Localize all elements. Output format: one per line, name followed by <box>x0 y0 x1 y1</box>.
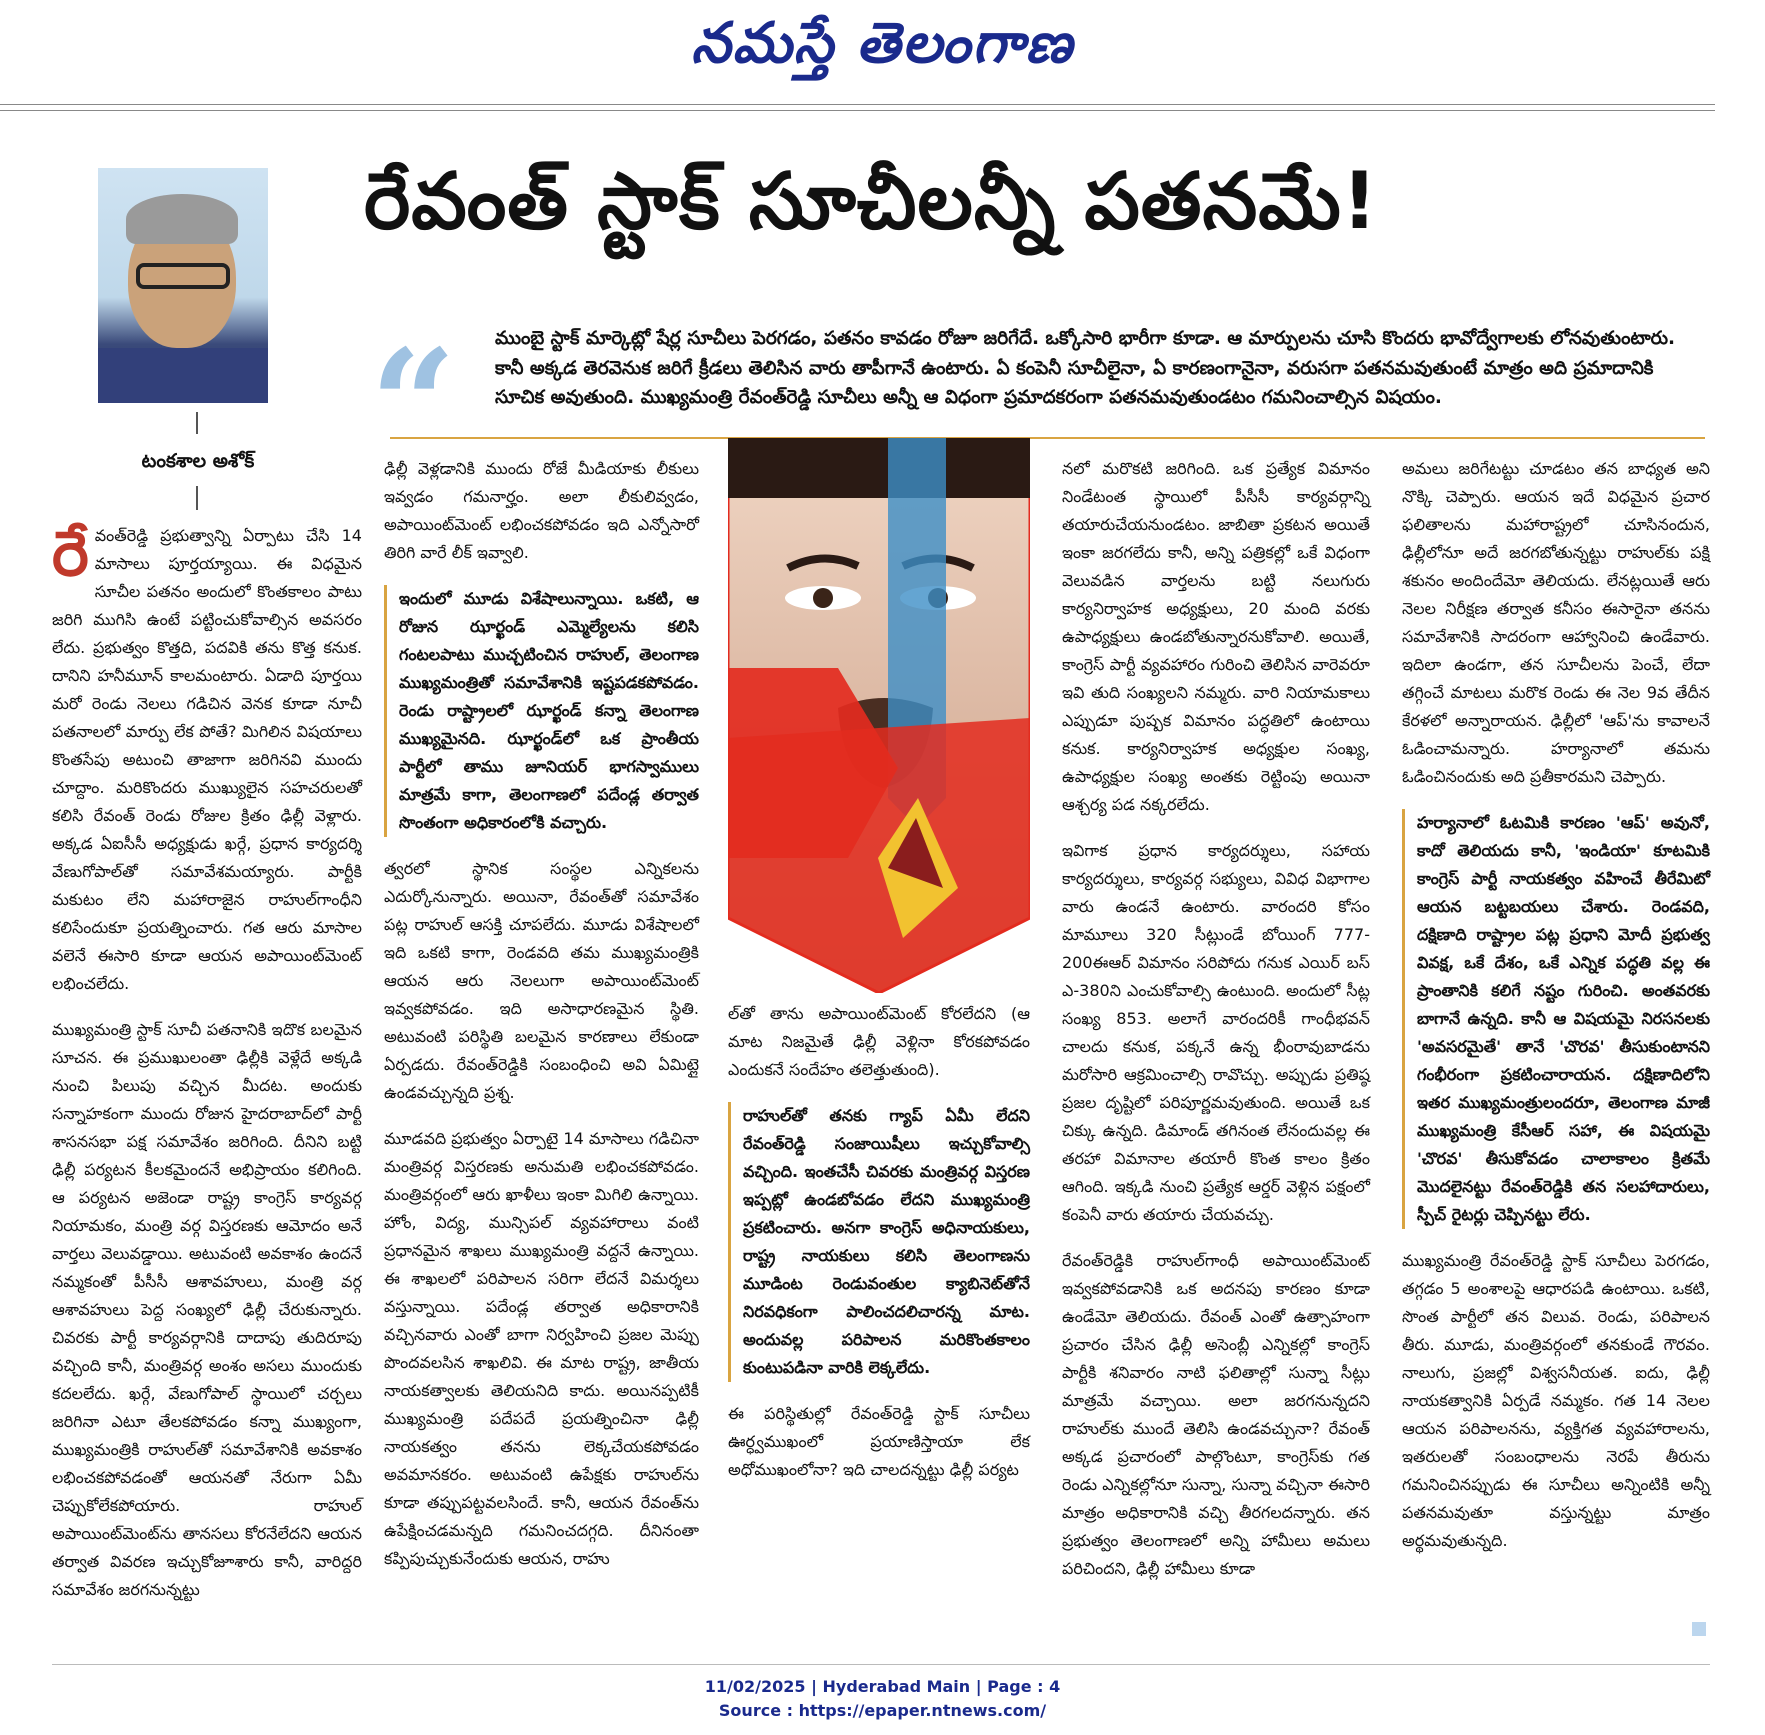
column-3 <box>728 1000 1030 1502</box>
masthead-rule-top <box>0 104 1715 105</box>
footer-edition-info: 11/02/2025 | Hyderabad Main | Page : 4 <box>704 1677 1061 1696</box>
column-4 <box>1062 455 1370 1601</box>
pull-quote: హర్యానాలో ఓటమికి కారణం 'ఆప్' అవునో, కాదో తెలియదు కానీ, 'ఇండియా' కూటమికి కాంగ్రెస్ పార్టీ నాయకత్వం వహించే తీరేమిటో ఆయన బట్టబయలు చేశారు. రెండవది, దక్షిణాది రాష్ట్రాల పట్ల ప్రధాని మోదీ ప్రభుత్వ వివక్ష, ఒకే దేశం, ఒకే ఎన్నిక పద్ధతి వల్ల ఈ ప్రాంతానికి కలిగే నష్టం గురించి. అంతవరకు బాగానే ఉన్నది. కానీ ఆ విషయమై నిరసనలకు 'అవసరమైతే' తానే 'చొరవ' తీసుకుంటానని గంభీరంగా ప్రకటించారాయన. దక్షిణాదిలోని ఇతర ముఖ్యమంత్రులందరూ, తెలంగాణ మాజీ ముఖ్యమంత్రి కేసీఆర్ సహా, ఈ విషయమై 'చొరవ' తీసుకోవడం చాలాకాలం క్రితమే మొదలైనట్టు రేవంత్‌రెడ్డికి తన సలహాదారులు, స్పీచ్ రైటర్లు చెప్పినట్టు లేరు. <box>1402 809 1710 1229</box>
paragraph: ఇవిగాక ప్రధాన కార్యదర్శులు, సహాయ కార్యదర్శులు, కార్యవర్గ సభ్యులు, వివిధ విభాగాల వారు ఉండనే ఉంటారు. వారందరి కోసం మామూలు 320 సీట్లుండే బోయింగ్ 777-200ఈఆర్ విమానం సరిపోదు గనుక ఎయిర్ బస్ ఎ-380ని ఎంచుకోవాల్సి ఉంటుంది. అందులో సీట్ల సంఖ్య 853. అలాగే వారందరికీ గాంధీభవన్ చాలదు కనుక, పక్కనే ఉన్న భీంరావుబాడను మరోసారి ఆక్రమించాల్సి రావొచ్చు. అప్పుడు ప్రతిష్ఠ ప్రజల దృష్టిలో పరిపూర్ణమవుతుంది. అయితే ఒక చిక్కు ఉన్నది. డిమాండ్ తగినంత లేనందువల్ల ఈ తరహా విమానాల తయారీ కొంత కాలం క్రితం ఆగింది. ఇక్కడి నుంచి ప్రత్యేక ఆర్డర్ వెళ్లిన పక్షంలో కంపెనీ వారు తయారు చేయవచ్చు. <box>1062 841 1370 1224</box>
column-1 <box>52 517 362 1622</box>
paragraph: రేవంత్‌రెడ్డికి రాహుల్‌గాంధీ అపాయింట్‌మెంట్ ఇవ్వకపోవడానికి ఒక అదనపు కారణం కూడా ఉండేమో తెలియదు. రేవంత్ ఎంతో ఉత్సాహంగా ప్రచారం చేసిన ఢిల్లీ అసెంబ్లీ ఎన్నికల్లో కాంగ్రెస్ పార్టీకి శనివారం నాటి ఫలితాల్లో సున్నా సీట్లు మాత్రమే వచ్చాయి. అలా జరగనున్నదని రాహుల్‌కు ముందే తెలిసి ఉండవచ్చునా? రేవంత్ అక్కడ ప్రచారంలో పాల్గొంటూ, కాంగ్రెస్‌కు గత రెండు ఎన్నికల్లోనూ సున్నా, సున్నా వచ్చినా ఈసారి మాత్రం అధికారానికి వచ్చి తీరగలదన్నారు. తన ప్రభుత్వం తెలంగాణలో అన్ని హామీలు అమలు పరిచిందని, ఢిల్లీ హామీలు కూడా <box>1062 1251 1370 1578</box>
masthead-title: నమస్తే తెలంగాణ <box>691 10 1074 76</box>
paragraph: త్వరలో స్థానిక సంస్థల ఎన్నికలను ఎదుర్కోనున్నారు. అయినా, రేవంత్‌తో సమావేశం పట్ల రాహుల్ ఆసక్తి చూపలేదు. మూడు విశేషాలలో ఇది ఒకటి కాగా, రెండవది తమ ముఖ్యమంత్రికి ఆయన ఆరు నెలలుగా అపాయింట్‌మెంట్ ఇవ్వకపోవడం. ఇది అసాధారణమైన స్థితి. అటువంటి పరిస్థితి బలమైన కారణాలు లేకుండా ఏర్పడదు. రేవంత్‌రెడ్డికి సంబంధించి అవి ఏమిట్లై ఉండవచ్చున్నది ప్రశ్న. <box>384 859 699 1102</box>
author-rule-top <box>196 412 198 434</box>
footer <box>0 1675 1765 1723</box>
column-2 <box>384 455 699 1591</box>
paragraph: ముఖ్యమంత్రి రేవంత్‌రెడ్డి స్టాక్ సూచీలు పెరగడం, తగ్గడం 5 అంశాలపై ఆధారపడి ఉంటాయి. ఒకటి, సొంత పార్టీలో తన విలువ. రెండు, పరిపాలన తీరు. మూడు, మంత్రివర్గంలో తనకుండే గౌరవం. నాలుగు, ప్రజల్లో విశ్వసనీయత. ఐదు, ఢిల్లీ నాయకత్వానికి ఏర్పడే నమ్మకం. గత 14 నెలల ఆయన పరిపాలనను, వ్యక్తిగత వ్యవహారాలను, ఇతరులతో సంబంధాలను నెరపే తీరును గమనించినప్పుడు ఈ సూచీలు అన్నింటికి అన్నీ పతనమవుతూ వస్తున్నట్టు మాత్రం అర్థమవుతున్నది. <box>1402 1251 1710 1550</box>
paragraph: ల్‌తో తాను అపాయింట్‌మెంట్ కోరలేదని (ఆ మాట నిజమైతే ఢిల్లీ వెళ్లినా కోరకపోవడం ఎందుకనే సందేహం తలెత్తుతుంది). <box>728 1004 1030 1079</box>
paragraph: ఢిల్లీ వెళ్లడానికి ముందు రోజే మీడియాకు లీకులు ఇవ్వడం గమనార్హం. అలా లీకులివ్వడం, అపాయింట్‌మెంట్ లభించకపోవడం ఇది ఎన్నోసారో తిరిగి వారే లీక్ ఇవ్వాలి. <box>384 459 699 562</box>
paragraph: ఈ పరిస్థితుల్లో రేవంత్‌రెడ్డి స్టాక్ సూచీలు ఊర్ధ్వముఖంలో ప్రయాణిస్తాయా లేక అధోముఖంలోనా? ఇది చాలదన్నట్టు ఢిల్లీ పర్యట <box>728 1404 1030 1479</box>
column-5 <box>1402 455 1710 1573</box>
end-mark-icon <box>1692 1622 1706 1636</box>
pull-quote: ఇందులో మూడు విశేషాలున్నాయి. ఒకటి, ఆ రోజున ఝార్ఖండ్ ఎమ్మెల్యేలను కలిసి గంటలపాటు ముచ్చటించిన రాహుల్, తెలంగాణ ముఖ్యమంత్రితో సమావేశానికి ఇష్టపడకపోవడం. రెండు రాష్ట్రాలలో ఝార్ఖండ్ కన్నా తెలంగాణ ముఖ్యమైనది. ఝార్ఖండ్‌లో ఒక ప్రాంతీయ పార్టీలో తాము జూనియర్ భాగస్వాములు మాత్రమే కాగా, తెలంగాణలో పదేండ్ల తర్వాత సొంతంగా అధికారంలోకి వచ్చారు. <box>384 585 699 837</box>
paragraph: అమలు జరిగేటట్టు చూడటం తన బాధ్యత అని నొక్కి చెప్పారు. ఆయన ఇదే విధమైన ప్రచార ఫలితాలను మహారాష్ట్రలో చూసినందున, ఢిల్లీలోనూ అదే జరగబోతున్నట్టు రాహుల్‌కు పక్షి శకునం అందిందేమో తెలియదు. లేనట్లయితే ఆరు నెలల నిరీక్షణ తర్వాత కనీసం ఈసారైనా తనను సమావేశానికి సాదరంగా ఆహ్వానించి ఉండేవారు. ఇదిలా ఉండగా, తన సూచీలను పెంచే, లేదా తగ్గించే మాటలు మరొక రెండు ఈ నెల 9వ తేదీన కేరళలో అన్నారాయన. ఢిల్లీలో 'ఆప్'ను కావాలనే ఓడించామన్నారు. హర్యానాలో తమను ఓడించినందుకు అది ప్రతీకారమని చెప్పారు. <box>1402 459 1710 786</box>
article-headline: రేవంత్ స్టాక్ సూచీలన్నీ పతనమే! <box>364 157 1379 247</box>
masthead-rule-bottom <box>0 110 1715 111</box>
paragraph <box>52 517 362 998</box>
footer-source-link[interactable]: Source : https://epaper.ntnews.com/ <box>718 1701 1047 1720</box>
article-intro: ముంబై స్టాక్ మార్కెట్లో షేర్ల సూచీలు పెరగడం, పతనం కావడం రోజూ జరిగేదే. ఒక్కోసారి భారీగా కూడా. ఆ మార్పులను చూసి కొందరు భావోద్వేగాలకు లోనవుతుంటారు. కానీ అక్కడ తెరవెనుక జరిగే క్రీడలు తెలిసిన వారు తాపీగానే ఉంటారు. ఏ కంపెనీ సూచీలైనా, ఏ కారణంగానైనా, వరుసగా పతనమవుతుంటే మాత్రం అది ప్రమాదానికి సూచిక అవుతుంది. ముఖ్యమంత్రి రేవంత్‌రెడ్డి సూచీలు అన్నీ ఆ విధంగా ప్రమాదకరంగా పతనమవుతుండటం గమనించాల్సిన విషయం. <box>495 328 1676 409</box>
author-rule-bottom <box>196 486 198 510</box>
footer-rule <box>52 1664 1710 1665</box>
portrait-collage-image <box>728 438 1030 993</box>
intro-divider <box>390 437 1705 439</box>
drop-cap: రే <box>52 517 89 590</box>
author-name: టంకశాల అశోక్ <box>141 450 255 472</box>
author-photo <box>98 168 268 403</box>
paragraph-text: వంత్‌రెడ్డి ప్రభుత్వాన్ని ఏర్పాటు చేసి 14 మాసాలు పూర్తయ్యాయి. ఈ విధమైన సూచీల పతనం అందులో కొంతకాలం పాటు జరిగి ముగిసి ఉంటే పట్టించుకోవాల్సిన అవసరం లేదు. ప్రభుత్వం కొత్తది, పదవికి తను కొత్త కనుక. దానిని హనీమూన్ కాలమంటారు. ఏడాది పూర్తయి మరో రెండు నెలలు గడిచిన వెనక కూడా నూచీ పతనాలలో మార్పు లేక పోతే? మిగిలిన విషయాలు కొంతసేపు అటుంచి తాజాగా జరిగినవి ముందు చూద్దాం. మరికొందరు ముఖ్యులైన సహచరులతో కలిసి రేవంత్ రెండు రోజుల క్రితం ఢిల్లీ వెళ్లారు. అక్కడ ఏఐసీసీ అధ్యక్షుడు ఖర్గే, ప్రధాన కార్యదర్శి వేణుగోపాల్‌తో సమావేశమయ్యారు. పార్టీకి మకుటం లేని మహారాజైన రాహుల్‌గాంధీని కలిసేందుకూ ప్రయత్నించారు. గత ఆరు మాసాల వలెనే ఈసారి కూడా ఆయన అపాయింట్‌మెంట్ లభించలేదు. <box>52 526 362 993</box>
pull-quote: రాహుల్‌తో తనకు గ్యాప్ ఏమీ లేదని రేవంత్‌రెడ్డి సంజాయిషీలు ఇచ్చుకోవాల్సి వచ్చింది. ఇంతచేసీ చివరకు మంత్రివర్గ విస్తరణ ఇప్పట్లో ఉండబోవడం లేదని ముఖ్యమంత్రి ప్రకటించారు. అనగా కాంగ్రెస్ అధినాయకులు, రాష్ట్ర నాయకులు కలిసి తెలంగాణను మూడింట రెండువంతుల క్యాబినెట్‌తోనే నిరవధికంగా పాలించదలిచారన్న మాట. అందువల్ల పరిపాలన మరికొంతకాలం కుంటుపడినా వారికి లెక్కలేదు. <box>728 1102 1030 1382</box>
paragraph: మూడవది ప్రభుత్వం ఏర్పాటై 14 మాసాలు గడిచినా మంత్రివర్గ విస్తరణకు అనుమతి లభించకపోవడం. మంత్రివర్గంలో ఆరు ఖాళీలు ఇంకా మిగిలి ఉన్నాయి. హోం, విద్య, మున్సిపల్ వ్యవహారాలు వంటి ప్రధానమైన శాఖలు ముఖ్యమంత్రి వద్దనే ఉన్నాయి. ఈ శాఖలలో పరిపాలన సరిగా లేదనే విమర్శలు వస్తున్నాయి. పదేండ్ల తర్వాత అధికారానికి వచ్చినవారు ఎంతో బాగా నిర్వహించి ప్రజల మెప్పు పొందవలసిన శాఖలివి. ఈ మాట రాష్ట్ర, జాతీయ నాయకత్వాలకు తెలియనిది కాదు. అయినప్పటికీ ముఖ్యమంత్రి పదేపదే ప్రయత్నించినా ఢిల్లీ నాయకత్వం తనను లెక్కచేయకపోవడం అవమానకరం. అటువంటి ఉపేక్షకు రాహుల్‌ను కూడా తప్పుపట్టవలసిందే. కానీ, ఆయన రేవంత్‌ను ఉపేక్షించడమన్నది గమనించదగ్గది. దీనినంతా కప్పిపుచ్చుకునేందుకు ఆయన, రాహు <box>384 1129 699 1568</box>
paragraph: నలో మరొకటి జరిగింది. ఒక ప్రత్యేక విమానం నిండేటంత స్థాయిలో పీసీసీ కార్యవర్గాన్ని తయారుచేయనుండటం. జాబితా ప్రకటన అయితే ఇంకా జరగలేదు కానీ, అన్ని పత్రికల్లో ఒకే విధంగా వెలువడిన వార్తలను బట్టి నలుగురు కార్యనిర్వాహక అధ్యక్షులు, 20 మంది వరకు ఉపాధ్యక్షులు ఉండబోతున్నారనుకోవాలి. అయితే, కాంగ్రెస్ పార్టీ వ్యవహారం గురించి తెలిసిన వారెవరూ ఇవి తుది సంఖ్యలని నమ్మరు. వారి నియామకాలు ఎప్పుడూ పుష్పక విమానం పద్ధతిలో ఉంటాయి కనుక. కార్యనిర్వాహక అధ్యక్షుల సంఖ్య, ఉపాధ్యక్షుల సంఖ్య అంతకు రెట్టింపు అయినా ఆశ్చర్య పడ నక్కరలేదు. <box>1062 459 1370 814</box>
quote-icon: “ <box>370 317 457 493</box>
paragraph: ముఖ్యమంత్రి స్టాక్ సూచీ పతనానికి ఇదొక బలమైన సూచన. ఈ ప్రముఖులంతా ఢిల్లీకి వెళ్లేదే అక్కడి నుంచి పిలుపు వచ్చిన మీదట. అందుకు సన్నాహకంగా ముందు రోజున హైదరాబాద్‌లో పార్టీ శాసనసభా పక్ష సమావేశం జరిగింది. దీనిని బట్టి ఢిల్లీ పర్యటన కీలకమైందనే అభిప్రాయం కలిగింది. ఆ పర్యటన అజెండా రాష్ట్ర కాంగ్రెస్ కార్యవర్గ నియామకం, మంత్రి వర్గ విస్తరణకు ఆమోదం అనే వార్తలు వెలువడ్డాయి. అటువంటి అవకాశం ఉందనే నమ్మకంతో పీసీసీ ఆశావహులు, మంత్రి వర్గ ఆశావహులు పెద్ద సంఖ్యలో ఢిల్లీ చేరుకున్నారు. చివరకు పార్టీ కార్యవర్గానికి దాదాపు తుదిరూపు వచ్చింది కానీ, మంత్రివర్గ అంశం అసలు ముందుకు కదలలేదు. ఖర్గే, వేణుగోపాల్ స్థాయిలో చర్చలు జరిగినా ఎటూ తేలకపోవడం కన్నా ముఖ్యంగా, ముఖ్యమంత్రికి రాహుల్‌తో సమావేశానికి అవకాశం లభించకపోవడంతో ఆయనతో నేరుగా ఏమీ చెప్పుకోలేకపోయారు. రాహుల్ అపాయింట్‌మెంట్‌ను తానసలు కోరనేలేదని ఆయన తర్వాత వివరణ ఇచ్చుకోజూశారు కానీ, వారిద్దరి సమావేశం జరగనున్నట్టు <box>52 1020 362 1599</box>
